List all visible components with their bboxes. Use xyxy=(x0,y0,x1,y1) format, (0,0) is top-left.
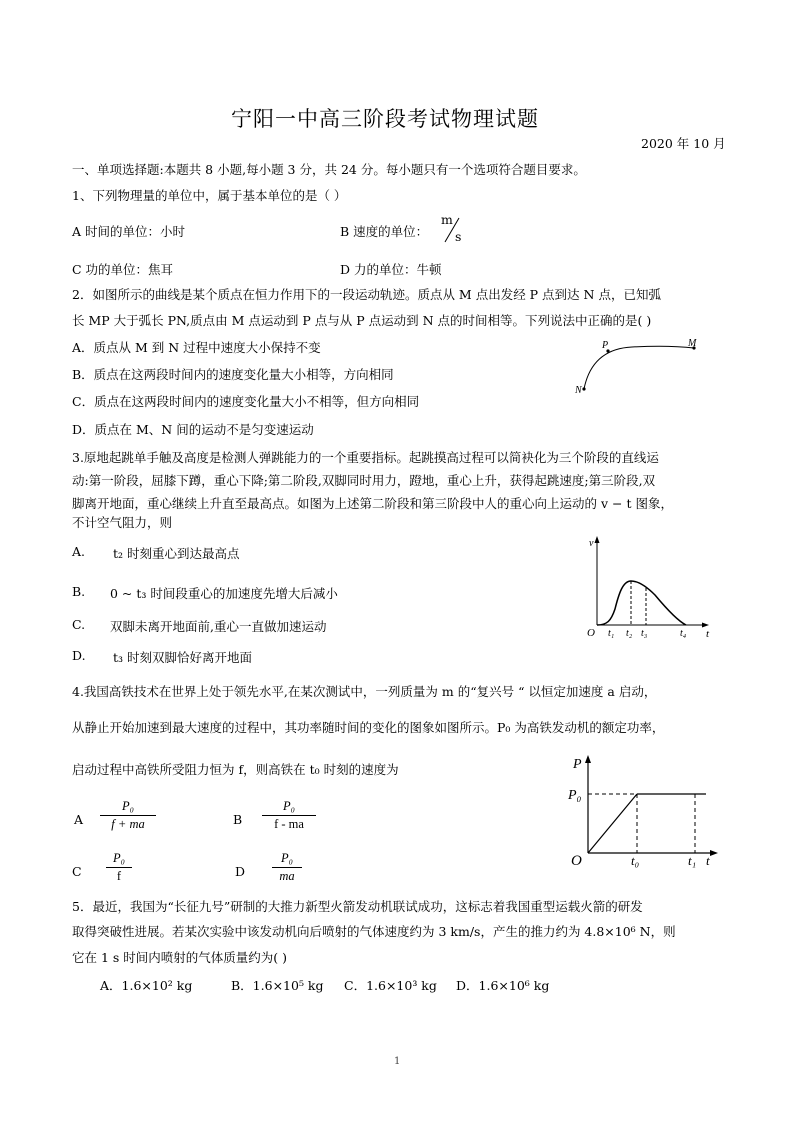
q3-option-d: t₃ 时刻双脚恰好离开地面 xyxy=(113,650,253,665)
label-o: O xyxy=(571,853,582,869)
q4-option-a-fraction xyxy=(100,799,156,832)
q2-stem-line1: 2．如图所示的曲线是某个质点在恒力作用下的一段运动轨迹。质点从 M 点出发经 P 点到达 N 点，已知弧 xyxy=(72,287,661,302)
v-axis-arrow xyxy=(595,536,600,543)
q3-stem-line3: 脚离开地面，重心继续上升直至最高点。如图为上述第二阶段和第三阶段中人的重心向上运动的 v − t 图象， xyxy=(72,496,673,511)
t-axis-arrow xyxy=(710,850,718,856)
page-title: 宁阳一中高三阶段考试物理试题 xyxy=(231,107,539,131)
q3-stem-line4: 不计空气阻力，则 xyxy=(72,515,173,530)
q4-c-denominator: f xyxy=(116,869,122,883)
q3-option-b-label: B. xyxy=(72,584,86,599)
t-axis-arrow xyxy=(702,623,709,628)
q4-option-a-label: A xyxy=(74,812,84,827)
label-t3: t₃ xyxy=(641,628,648,639)
q5-option-a: A．1.6×10² kg xyxy=(100,978,193,993)
q2-option-d: D．质点在 M、N 间的运动不是匀变速运动 xyxy=(72,422,314,437)
q3-vt-graph xyxy=(583,533,723,643)
q1-option-a: A 时间的单位：小时 xyxy=(72,224,186,239)
label-t2: t₂ xyxy=(626,628,633,639)
label-m: M xyxy=(688,338,697,349)
label-v: v xyxy=(589,538,594,549)
q4-power-time-graph xyxy=(558,752,728,870)
label-n: N xyxy=(575,385,582,396)
q5-stem-line2: 取得突破性进展。若某次实验中该发动机向后喷射的气体速度约为 3 km/s，产生的推力约为 4.8×10⁶ N，则 xyxy=(72,924,676,939)
q4-a-numerator: P₀ xyxy=(122,799,134,813)
velocity-curve xyxy=(597,581,686,625)
label-t1: t₁ xyxy=(688,853,697,868)
trajectory-curve xyxy=(584,346,694,389)
label-o: O xyxy=(587,627,595,639)
label-t: t xyxy=(706,853,710,868)
label-p: P xyxy=(602,340,609,351)
q4-option-b-label: B xyxy=(233,812,243,827)
q4-option-d-label: D xyxy=(235,864,246,879)
q5-option-d: D．1.6×10⁶ kg xyxy=(456,978,550,993)
q3-stem-line1: 3.原地起跳单手触及高度是检测人弹跳能力的一个重要指标。起跳摸高过程可以简袂化为三个阶段的直线运 xyxy=(72,450,659,465)
q4-option-b-fraction xyxy=(262,799,316,832)
q5-stem-line3: 它在 1 s 时间内喷射的气体质量约为( ) xyxy=(72,950,288,965)
q4-b-denominator: f - ma xyxy=(274,817,304,831)
q1-unit-num: m xyxy=(441,212,453,227)
q4-a-denominator: f + ma xyxy=(111,817,145,831)
q1-unit-fraction xyxy=(441,212,465,246)
q1-unit-den: s xyxy=(455,229,462,244)
q4-option-c-label: C xyxy=(72,864,82,879)
q1-option-d: D 力的单位：牛顿 xyxy=(340,262,442,277)
label-t4: t₄ xyxy=(680,628,687,639)
label-t0: t₀ xyxy=(631,853,640,868)
q2-option-c: C．质点在这两段时间内的速度变化量大小不相等，但方向相同 xyxy=(72,394,420,409)
q3-option-a: t₂ 时刻重心到达最高点 xyxy=(113,546,240,561)
q1-stem: 1、下列物理量的单位中，属于基本单位的是（ ） xyxy=(72,188,347,203)
q4-c-bar xyxy=(106,867,132,868)
page-number: 1 xyxy=(394,1056,401,1067)
q3-stem-line2: 动:第一阶段，屈膝下蹲，重心下降;第二阶段,双脚同时用力，蹬地，重心上升，获得起跳速度;第三阶段,双 xyxy=(72,473,656,488)
q4-stem-line2: 从静止开始加速到最大速度的过程中，其功率随时间的变化的图象如图所示。P₀ 为高铁发动机的额定功率， xyxy=(72,720,665,735)
point-n xyxy=(582,387,585,390)
q4-b-numerator: P₀ xyxy=(283,799,295,813)
label-t1: t₁ xyxy=(608,628,615,639)
label-p0: P₀ xyxy=(568,788,582,803)
q2-option-b: B．质点在这两段时间内的速度变化量大小相等，方向相同 xyxy=(72,367,394,382)
q4-option-d-fraction xyxy=(272,851,302,884)
label-t: t xyxy=(706,628,710,640)
q4-stem-line3: 启动过程中高铁所受阻力恒为 f，则高铁在 t₀ 时刻的速度为 xyxy=(72,762,399,777)
q5-stem-line1: 5．最近，我国为“长征九号”研制的大推力新型火箭发动机联试成功，这标志着我国重型运载火箭的研发 xyxy=(72,899,643,914)
p-axis-arrow xyxy=(585,755,591,763)
label-p: P xyxy=(573,757,582,772)
ramp-line xyxy=(588,794,637,853)
q3-option-c: 双脚未离开地面前,重心一直做加速运动 xyxy=(110,619,327,634)
q2-option-a: A．质点从 M 到 N 过程中速度大小保持不变 xyxy=(72,340,321,355)
q1-option-c: C 功的单位：焦耳 xyxy=(72,262,174,277)
q3-option-d-label: D. xyxy=(72,648,86,663)
exam-date: 2020 年 10 月 xyxy=(641,136,726,151)
q4-d-denominator: ma xyxy=(279,869,295,883)
q4-a-bar xyxy=(100,815,156,816)
q4-option-c-fraction xyxy=(106,851,132,884)
section-intro: 一、单项选择题:本题共 8 小题,每小题 3 分，共 24 分。每小题只有一个选项符合题目要求。 xyxy=(72,162,586,177)
q2-trajectory-figure xyxy=(570,335,710,400)
q4-d-numerator: P₀ xyxy=(281,851,293,865)
q5-option-c: C．1.6×10³ kg xyxy=(344,978,437,993)
q4-stem-line1: 4.我国高铁技术在世界上处于领先水平,在某次测试中，一列质量为 m 的“复兴号 “ 以恒定加速度 a 启动， xyxy=(72,684,657,699)
q4-d-bar xyxy=(272,867,302,868)
q1-option-b: B 速度的单位： xyxy=(340,224,429,239)
q4-c-numerator: P₀ xyxy=(113,851,125,865)
q3-option-b: 0 ~ t₃ 时间段重心的加速度先增大后减小 xyxy=(110,586,338,601)
q3-option-a-label: A. xyxy=(72,544,86,559)
q5-option-b: B．1.6×10⁵ kg xyxy=(231,978,324,993)
q4-b-bar xyxy=(262,815,316,816)
q2-stem-line2: 长 MP 大于弧长 PN,质点由 M 点运动到 P 点与从 P 点运动到 N 点的时间相等。下列说法中正确的是( ) xyxy=(72,313,652,328)
q3-option-c-label: C. xyxy=(72,617,86,632)
